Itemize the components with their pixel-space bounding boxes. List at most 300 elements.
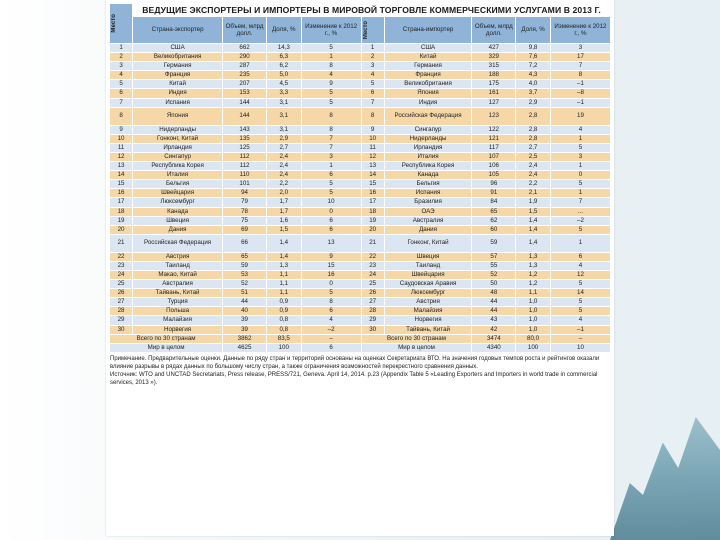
rank-left-cell: 7 xyxy=(110,98,133,107)
world-export-share-cell: 100 xyxy=(266,343,301,352)
export-volume-cell: 40 xyxy=(223,307,267,316)
import-volume-cell: 42 xyxy=(472,325,516,334)
rank-right-cell: 28 xyxy=(361,307,384,316)
exporter-country-cell: Турция xyxy=(133,298,223,307)
table-row xyxy=(110,216,611,225)
export-change-cell: 6 xyxy=(301,171,361,180)
export-volume-cell: 44 xyxy=(223,298,267,307)
import-change-cell: –1 xyxy=(550,98,610,107)
export-change-cell: 5 xyxy=(301,89,361,98)
table-row xyxy=(110,252,611,261)
import-volume-cell: 106 xyxy=(472,162,516,171)
importer-country-cell: Швейцария xyxy=(384,270,472,279)
rank-right-cell: 14 xyxy=(361,171,384,180)
export-volume-cell: 112 xyxy=(223,162,267,171)
rank-right-cell: 22 xyxy=(361,252,384,261)
background-mountain xyxy=(610,390,720,540)
importer-country-cell: Япония xyxy=(384,89,472,98)
total-import-change-cell: – xyxy=(550,334,610,343)
import-share-cell: 2,8 xyxy=(516,134,551,143)
table-row xyxy=(110,234,611,252)
table-row xyxy=(110,325,611,334)
import-change-cell: –2 xyxy=(550,216,610,225)
importer-country-cell: Бразилия xyxy=(384,198,472,207)
exporter-country-cell: Сингапур xyxy=(133,152,223,161)
export-volume-cell: 66 xyxy=(223,234,267,252)
rank-left-cell: 20 xyxy=(110,225,133,234)
importer-country-cell: Бельгия xyxy=(384,180,472,189)
importer-country-cell: Франция xyxy=(384,71,472,80)
import-share-cell: 2,8 xyxy=(516,125,551,134)
exporter-country-cell: Тайвань, Китай xyxy=(133,289,223,298)
rank-right-cell: 5 xyxy=(361,80,384,89)
export-share-cell: 14,3 xyxy=(266,44,301,53)
importer-header: Страна-импортер xyxy=(384,17,472,44)
import-volume-cell: 52 xyxy=(472,270,516,279)
export-change-cell: 4 xyxy=(301,71,361,80)
import-volume-cell: 59 xyxy=(472,234,516,252)
table-row xyxy=(110,289,611,298)
export-change-cell: 3 xyxy=(301,152,361,161)
import-volume-cell: 175 xyxy=(472,80,516,89)
rank-right-cell: 25 xyxy=(361,280,384,289)
table-row xyxy=(110,207,611,216)
world-export-change-cell: 6 xyxy=(301,343,361,352)
export-share-cell: 0,9 xyxy=(266,298,301,307)
export-share-cell: 1,3 xyxy=(266,261,301,270)
rank-right-cell: 15 xyxy=(361,180,384,189)
import-volume-cell: 44 xyxy=(472,298,516,307)
import-volume-cell: 315 xyxy=(472,62,516,71)
table-row xyxy=(110,62,611,71)
exporter-country-cell: Швейцария xyxy=(133,189,223,198)
export-change-cell: 10 xyxy=(301,198,361,207)
rank-left-cell: 1 xyxy=(110,44,133,53)
world-label-cell: Мир в целом xyxy=(110,343,223,352)
exporter-country-cell: Австрия xyxy=(133,252,223,261)
import-change-cell: 1 xyxy=(550,189,610,198)
export-change-cell: 1 xyxy=(301,53,361,62)
rank-right-cell: 8 xyxy=(361,107,384,125)
exporter-country-cell: Австралия xyxy=(133,280,223,289)
export-volume-cell: 51 xyxy=(223,289,267,298)
import-share-cell: 1,2 xyxy=(516,270,551,279)
export-share-cell: 0,8 xyxy=(266,325,301,334)
exporter-country-cell: Нидерланды xyxy=(133,125,223,134)
export-change-cell: 8 xyxy=(301,298,361,307)
rank-left-cell: 18 xyxy=(110,207,133,216)
rank-left-cell: 21 xyxy=(110,234,133,252)
rank-right-cell: 24 xyxy=(361,270,384,279)
world-import-change-cell: 10 xyxy=(550,343,610,352)
import-change-cell: 4 xyxy=(550,261,610,270)
export-change-cell: 5 xyxy=(301,44,361,53)
import-volume-cell: 91 xyxy=(472,189,516,198)
importer-country-cell: Швеция xyxy=(384,252,472,261)
exporter-country-cell: Макао, Китай xyxy=(133,270,223,279)
import-volume-cell: 105 xyxy=(472,171,516,180)
export-share-cell: 2,4 xyxy=(266,152,301,161)
import-volume-cell: 107 xyxy=(472,152,516,161)
importer-country-cell: Норвегия xyxy=(384,316,472,325)
import-share-cell: 4,0 xyxy=(516,80,551,89)
export-change-cell: 15 xyxy=(301,261,361,270)
export-share-cell: 1,1 xyxy=(266,289,301,298)
rank-left-cell: 15 xyxy=(110,180,133,189)
table-row xyxy=(110,162,611,171)
importer-country-cell: Австрия xyxy=(384,298,472,307)
importer-country-cell: ОАЭ xyxy=(384,207,472,216)
table-row xyxy=(110,107,611,125)
rank-left-cell: 2 xyxy=(110,53,133,62)
rank-right-cell: 26 xyxy=(361,289,384,298)
importer-country-cell: Индия xyxy=(384,98,472,107)
total-row xyxy=(110,334,611,343)
rank-right-cell: 3 xyxy=(361,62,384,71)
exporter-country-cell: Италия xyxy=(133,171,223,180)
import-share-cell: 1,1 xyxy=(516,289,551,298)
exporter-country-cell: Бельгия xyxy=(133,180,223,189)
import-change-cell: 5 xyxy=(550,180,610,189)
export-change-cell: 6 xyxy=(301,307,361,316)
export-volume-cell: 39 xyxy=(223,325,267,334)
importer-country-cell: Саудовская Аравия xyxy=(384,280,472,289)
export-volume-cell: 662 xyxy=(223,44,267,53)
world-export-volume-cell: 4625 xyxy=(223,343,267,352)
exporter-country-cell: Таиланд xyxy=(133,261,223,270)
rank-left-cell: 3 xyxy=(110,62,133,71)
importer-country-cell: Китай xyxy=(384,53,472,62)
exporter-country-cell: Испания xyxy=(133,98,223,107)
table-row xyxy=(110,171,611,180)
rank-left-cell: 25 xyxy=(110,280,133,289)
rank-right-cell: 21 xyxy=(361,234,384,252)
rank-right-cell: 9 xyxy=(361,125,384,134)
world-row xyxy=(110,343,611,352)
import-change-cell: –1 xyxy=(550,80,610,89)
rank-right-cell: 20 xyxy=(361,225,384,234)
import-share-cell: 2,4 xyxy=(516,171,551,180)
import-share-cell: 3,7 xyxy=(516,89,551,98)
export-share-cell: 1,1 xyxy=(266,280,301,289)
export-change-cell: 0 xyxy=(301,207,361,216)
import-share-cell: 2,2 xyxy=(516,180,551,189)
table-row xyxy=(110,98,611,107)
import-share-cell: 7,6 xyxy=(516,53,551,62)
export-change-cell: 9 xyxy=(301,80,361,89)
rank-header-left: Место xyxy=(110,4,133,44)
import-share-cell: 1,4 xyxy=(516,216,551,225)
export-change-cell: 4 xyxy=(301,316,361,325)
importer-country-cell: Канада xyxy=(384,171,472,180)
import-change-cell: 6 xyxy=(550,252,610,261)
export-share-cell: 4,5 xyxy=(266,80,301,89)
table-row xyxy=(110,180,611,189)
rank-right-cell: 17 xyxy=(361,198,384,207)
export-change-cell: 8 xyxy=(301,107,361,125)
exporter-country-cell: Норвегия xyxy=(133,325,223,334)
import-volume-cell: 65 xyxy=(472,207,516,216)
exporter-country-cell: Китай xyxy=(133,80,223,89)
import-change-cell: 3 xyxy=(550,152,610,161)
export-change-cell: 16 xyxy=(301,270,361,279)
import-volume-cell: 60 xyxy=(472,225,516,234)
import-change-cell: 5 xyxy=(550,143,610,152)
import-volume-cell: 96 xyxy=(472,180,516,189)
export-volume-cell: 235 xyxy=(223,71,267,80)
import-share-cell: 2,8 xyxy=(516,107,551,125)
import-share-cell: 4,3 xyxy=(516,71,551,80)
export-volume-cell: 207 xyxy=(223,80,267,89)
total-label-cell: Всего по 30 странам xyxy=(110,334,223,343)
export-change-cell: 13 xyxy=(301,234,361,252)
import-share-cell: 1,4 xyxy=(516,234,551,252)
export-volume-cell: 75 xyxy=(223,216,267,225)
import-volume-cell: 123 xyxy=(472,107,516,125)
import-volume-cell: 48 xyxy=(472,289,516,298)
rank-left-cell: 30 xyxy=(110,325,133,334)
table-row xyxy=(110,270,611,279)
export-share-cell: 3,3 xyxy=(266,89,301,98)
import-volume-cell: 329 xyxy=(472,53,516,62)
import-share-cell: 1,2 xyxy=(516,280,551,289)
rank-right-cell: 13 xyxy=(361,162,384,171)
import-change-cell: 12 xyxy=(550,270,610,279)
rank-left-cell: 12 xyxy=(110,152,133,161)
exporter-country-cell: Люксембург xyxy=(133,198,223,207)
export-volume-cell: 125 xyxy=(223,143,267,152)
import-volume-cell: 57 xyxy=(472,252,516,261)
exporter-country-cell: Великобритания xyxy=(133,53,223,62)
table-row xyxy=(110,53,611,62)
export-volume-cell: 144 xyxy=(223,107,267,125)
export-volume-cell: 39 xyxy=(223,316,267,325)
rank-right-cell: 29 xyxy=(361,316,384,325)
import-volume-cell: 188 xyxy=(472,71,516,80)
importer-country-cell: Люксембург xyxy=(384,289,472,298)
rank-right-cell: 30 xyxy=(361,325,384,334)
table-row xyxy=(110,134,611,143)
import-change-cell: 17 xyxy=(550,53,610,62)
source-text: Источник: WTO and UNCTAD Secretariats, Press release, PRESS/721, Geneva. April 14, 2014. p.23 (Appendix Table 5 «Leading Exporters and Importers in world trade in commercial services, 2013 »). xyxy=(110,371,598,386)
import-change-cell: 5 xyxy=(550,225,610,234)
exporter-country-cell: Малайзия xyxy=(133,316,223,325)
import-share-cell: 2,1 xyxy=(516,189,551,198)
import-change-cell: –1 xyxy=(550,325,610,334)
export-volume-cell: 110 xyxy=(223,171,267,180)
export-volume-cell: 153 xyxy=(223,89,267,98)
export-volume-cell: 69 xyxy=(223,225,267,234)
import-change-cell: 5 xyxy=(550,280,610,289)
importer-country-cell: Сингапур xyxy=(384,125,472,134)
export-change-cell: 5 xyxy=(301,289,361,298)
import-change-cell: 1 xyxy=(550,162,610,171)
export-share-cell: 6,2 xyxy=(266,62,301,71)
total-import-share-cell: 80,0 xyxy=(516,334,551,343)
rank-right-cell: 7 xyxy=(361,98,384,107)
import-volume-cell: 43 xyxy=(472,316,516,325)
total-export-change-cell: – xyxy=(301,334,361,343)
export-volume-cell: 144 xyxy=(223,98,267,107)
rank-header-right: Место xyxy=(361,17,384,44)
export-share-cell: 3,1 xyxy=(266,125,301,134)
rank-right-cell: 18 xyxy=(361,207,384,216)
import-change-header: Изменение к 2012 г., % xyxy=(550,17,610,44)
export-change-cell: 5 xyxy=(301,189,361,198)
total-export-volume-cell: 3862 xyxy=(223,334,267,343)
rank-left-cell: 9 xyxy=(110,125,133,134)
import-change-cell: 7 xyxy=(550,198,610,207)
import-volume-cell: 427 xyxy=(472,44,516,53)
export-change-header: Изменение к 2012 г., % xyxy=(301,17,361,44)
import-share-cell: 2,7 xyxy=(516,143,551,152)
import-share-cell: 1,0 xyxy=(516,307,551,316)
import-volume-header: Объем, млрд долл. xyxy=(472,17,516,44)
rank-left-cell: 8 xyxy=(110,107,133,125)
rank-left-cell: 22 xyxy=(110,252,133,261)
table-row xyxy=(110,80,611,89)
importer-country-cell: Италия xyxy=(384,152,472,161)
export-volume-cell: 112 xyxy=(223,152,267,161)
export-volume-cell: 53 xyxy=(223,270,267,279)
rank-left-cell: 17 xyxy=(110,198,133,207)
import-share-header: Доля, % xyxy=(516,17,551,44)
import-share-cell: 1,0 xyxy=(516,316,551,325)
rank-left-cell: 16 xyxy=(110,189,133,198)
export-change-cell: –2 xyxy=(301,325,361,334)
exporter-country-cell: Канада xyxy=(133,207,223,216)
importer-country-cell: Республика Корея xyxy=(384,162,472,171)
export-volume-cell: 78 xyxy=(223,207,267,216)
rank-left-cell: 10 xyxy=(110,134,133,143)
importer-country-cell: Российская Федерация xyxy=(384,107,472,125)
import-share-cell: 1,9 xyxy=(516,198,551,207)
importer-country-cell: Германия xyxy=(384,62,472,71)
export-change-cell: 5 xyxy=(301,180,361,189)
import-change-cell: 1 xyxy=(550,134,610,143)
rank-left-cell: 23 xyxy=(110,261,133,270)
export-volume-cell: 290 xyxy=(223,53,267,62)
import-share-cell: 1,0 xyxy=(516,325,551,334)
export-share-cell: 0,9 xyxy=(266,307,301,316)
rank-left-cell: 5 xyxy=(110,80,133,89)
importer-country-cell: Тайвань, Китай xyxy=(384,325,472,334)
import-volume-cell: 55 xyxy=(472,261,516,270)
import-share-cell: 7,2 xyxy=(516,62,551,71)
export-share-cell: 5,0 xyxy=(266,71,301,80)
importer-country-cell: Испания xyxy=(384,189,472,198)
import-change-cell: 5 xyxy=(550,298,610,307)
exporter-country-cell: Япония xyxy=(133,107,223,125)
export-share-cell: 1,4 xyxy=(266,252,301,261)
export-share-cell: 1,7 xyxy=(266,198,301,207)
export-volume-cell: 135 xyxy=(223,134,267,143)
rank-right-cell: 12 xyxy=(361,152,384,161)
document-page xyxy=(106,0,614,536)
import-share-cell: 1,5 xyxy=(516,207,551,216)
table-body xyxy=(110,44,611,353)
exporter-country-cell: Германия xyxy=(133,62,223,71)
export-share-cell: 1,5 xyxy=(266,225,301,234)
import-volume-cell: 127 xyxy=(472,98,516,107)
importer-country-cell: Дания xyxy=(384,225,472,234)
export-change-cell: 6 xyxy=(301,216,361,225)
export-change-cell: 6 xyxy=(301,225,361,234)
importer-country-cell: Гонконг, Китай xyxy=(384,234,472,252)
import-change-cell: 5 xyxy=(550,307,610,316)
rank-right-cell: 6 xyxy=(361,89,384,98)
importer-country-cell: Нидерланды xyxy=(384,134,472,143)
total-label-right-cell: Всего по 30 странам xyxy=(361,334,472,343)
exporter-country-cell: Польша xyxy=(133,307,223,316)
export-share-cell: 1,6 xyxy=(266,216,301,225)
export-share-cell: 6,3 xyxy=(266,53,301,62)
import-volume-cell: 122 xyxy=(472,125,516,134)
export-share-cell: 2,7 xyxy=(266,143,301,152)
export-change-cell: 7 xyxy=(301,134,361,143)
exporter-country-cell: Индия xyxy=(133,89,223,98)
export-volume-cell: 52 xyxy=(223,280,267,289)
total-export-share-cell: 83,5 xyxy=(266,334,301,343)
rank-left-cell: 29 xyxy=(110,316,133,325)
table-row xyxy=(110,316,611,325)
exporter-country-cell: Российская Федерация xyxy=(133,234,223,252)
import-volume-cell: 161 xyxy=(472,89,516,98)
export-share-cell: 2,4 xyxy=(266,171,301,180)
world-import-volume-cell: 4340 xyxy=(472,343,516,352)
export-share-cell: 2,9 xyxy=(266,134,301,143)
table-row xyxy=(110,44,611,53)
import-volume-cell: 121 xyxy=(472,134,516,143)
export-volume-header: Объем, млрд долл. xyxy=(223,17,267,44)
import-share-cell: 1,4 xyxy=(516,225,551,234)
export-share-cell: 0,8 xyxy=(266,316,301,325)
importer-country-cell: Ирландия xyxy=(384,143,472,152)
exporter-country-cell: Дания xyxy=(133,225,223,234)
rank-right-cell: 16 xyxy=(361,189,384,198)
import-volume-cell: 62 xyxy=(472,216,516,225)
exporter-country-cell: США xyxy=(133,44,223,53)
table-row xyxy=(110,143,611,152)
table-row xyxy=(110,189,611,198)
export-change-cell: 1 xyxy=(301,162,361,171)
notes-block xyxy=(110,355,610,387)
import-volume-cell: 84 xyxy=(472,198,516,207)
import-share-cell: 2,4 xyxy=(516,162,551,171)
world-label-right-cell: Мир в целом xyxy=(361,343,472,352)
table-row xyxy=(110,71,611,80)
import-change-cell: 1 xyxy=(550,234,610,252)
services-trade-table xyxy=(109,3,611,353)
note-text: Примечание. Предварительные оценки. Данные по ряду стран и территорий основаны на оценках Секретариата ВТО. На значения годовых темпов роста и рейтингов оказали влияние разрывы в рядах данных по большому числу стран, а также ограничения возможностей перекрестного сравнения данных. xyxy=(110,355,600,370)
rank-right-cell: 2 xyxy=(361,53,384,62)
rank-right-cell: 4 xyxy=(361,71,384,80)
export-share-cell: 2,2 xyxy=(266,180,301,189)
export-volume-cell: 287 xyxy=(223,62,267,71)
rank-right-cell: 27 xyxy=(361,298,384,307)
table-row xyxy=(110,152,611,161)
exporter-header: Страна-экспортер xyxy=(133,17,223,44)
rank-left-cell: 11 xyxy=(110,143,133,152)
exporter-country-cell: Франция xyxy=(133,71,223,80)
table-title: ВЕДУЩИЕ ЭКСПОРТЕРЫ И ИМПОРТЕРЫ В МИРОВОЙ ТОРГОВЛЕ КОММЕРЧЕСКИМИ УСЛУГАМИ В 2013 Г. xyxy=(133,4,611,17)
import-share-cell: 1,3 xyxy=(516,261,551,270)
rank-left-cell: 4 xyxy=(110,71,133,80)
export-change-cell: 9 xyxy=(301,252,361,261)
exporter-country-cell: Гонконг, Китай xyxy=(133,134,223,143)
total-import-volume-cell: 3474 xyxy=(472,334,516,343)
export-share-cell: 1,7 xyxy=(266,207,301,216)
